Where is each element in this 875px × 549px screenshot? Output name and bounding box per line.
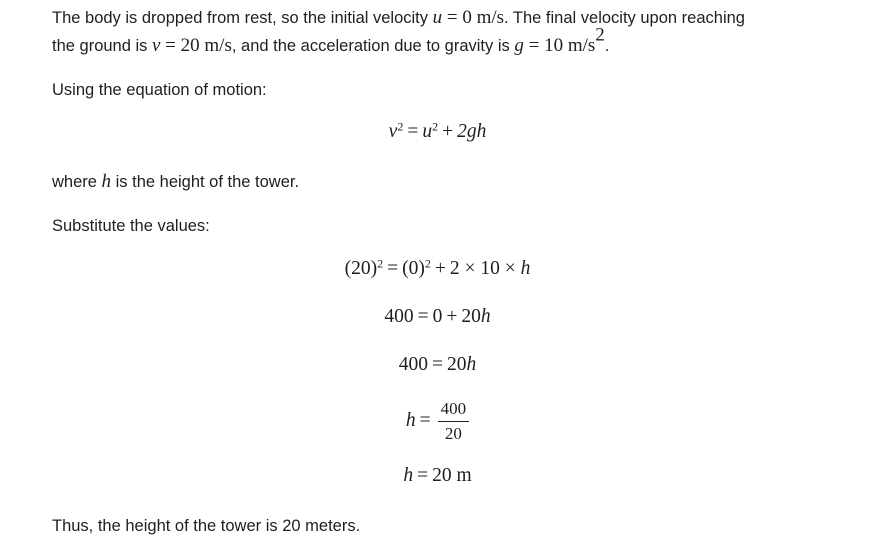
intro-line-2 <box>52 24 610 60</box>
intro-text-4: , and the acceleration due to gravity is <box>231 37 515 55</box>
eq2-b: 20 <box>461 306 481 327</box>
eq4-equals: = <box>419 409 431 431</box>
eq5-equals: = <box>417 465 429 486</box>
math-h: h <box>101 171 112 192</box>
intro-text-3: the ground is <box>52 37 152 55</box>
eq5-h: h <box>403 465 414 486</box>
eq3-lhs: 400 <box>398 354 428 375</box>
eq-plus: + <box>442 121 454 142</box>
eq2-lhs: 400 <box>384 306 414 327</box>
intro-text-1: The body is dropped from rest, so the initial velocity <box>52 9 433 27</box>
eq3-b: 20 <box>447 354 467 375</box>
equation-result <box>0 465 875 487</box>
math-g: g <box>514 35 524 56</box>
intro-text-5: . <box>604 37 610 55</box>
eq3-h: h <box>466 354 477 375</box>
math-eq: = <box>523 35 545 56</box>
equation-step-4 <box>0 399 875 444</box>
intro-line-1 <box>52 4 745 32</box>
intro-text-2: . The final velocity upon reaching <box>504 9 745 27</box>
eq5-value: 20 m <box>432 465 472 486</box>
math-v-value: 20 m/s <box>180 35 232 56</box>
equation-step-3 <box>0 354 875 376</box>
eq-equals: = <box>407 121 419 142</box>
equation-step-1 <box>0 258 875 280</box>
eq4-numerator: 400 <box>438 399 470 422</box>
using-text: Using the equation of motion: <box>52 81 267 99</box>
math-eq: = <box>442 7 463 28</box>
eq-u-exp: 2 <box>432 119 439 134</box>
eq-2gh: 2gh <box>457 121 487 142</box>
eq-u: u <box>422 121 433 142</box>
eq2-plus: + <box>446 306 458 327</box>
eq1-equals: = <box>387 258 399 279</box>
eq2-equals: = <box>417 306 429 327</box>
eq1-h: h <box>520 258 531 279</box>
eq1-a: (20) <box>344 258 378 279</box>
eq4-fraction <box>438 399 470 444</box>
where-pre: where <box>52 173 102 191</box>
math-u-value: 0 m/s <box>462 7 505 28</box>
equation-of-motion <box>0 121 875 143</box>
math-g-value: 10 m/s <box>544 35 596 56</box>
eq4-denominator: 20 <box>444 424 462 443</box>
eq-v: v <box>388 121 398 142</box>
substitute-text: Substitute the values: <box>52 217 210 235</box>
where-line <box>52 168 299 196</box>
eq2-h: h <box>480 306 491 327</box>
math-v: v <box>151 35 161 56</box>
math-g-exponent: 2 <box>595 24 605 46</box>
equation-step-2 <box>0 306 875 328</box>
eq1-a-exp: 2 <box>377 256 384 271</box>
eq3-equals: = <box>432 354 443 375</box>
eq1-b-exp: 2 <box>424 256 431 271</box>
where-post: is the height of the tower. <box>111 173 300 191</box>
math-u: u <box>432 7 443 28</box>
eq1-plus: + <box>434 258 446 279</box>
eq1-b: (0) <box>402 258 425 279</box>
eq-v-exp: 2 <box>397 119 404 134</box>
eq4-h: h <box>405 409 416 431</box>
eq2-a: 0 <box>432 306 443 327</box>
eq1-c: 2 × 10 × <box>449 258 521 279</box>
math-eq: = <box>160 35 181 56</box>
conclusion-text: Thus, the height of the tower is 20 meters. <box>52 517 361 535</box>
